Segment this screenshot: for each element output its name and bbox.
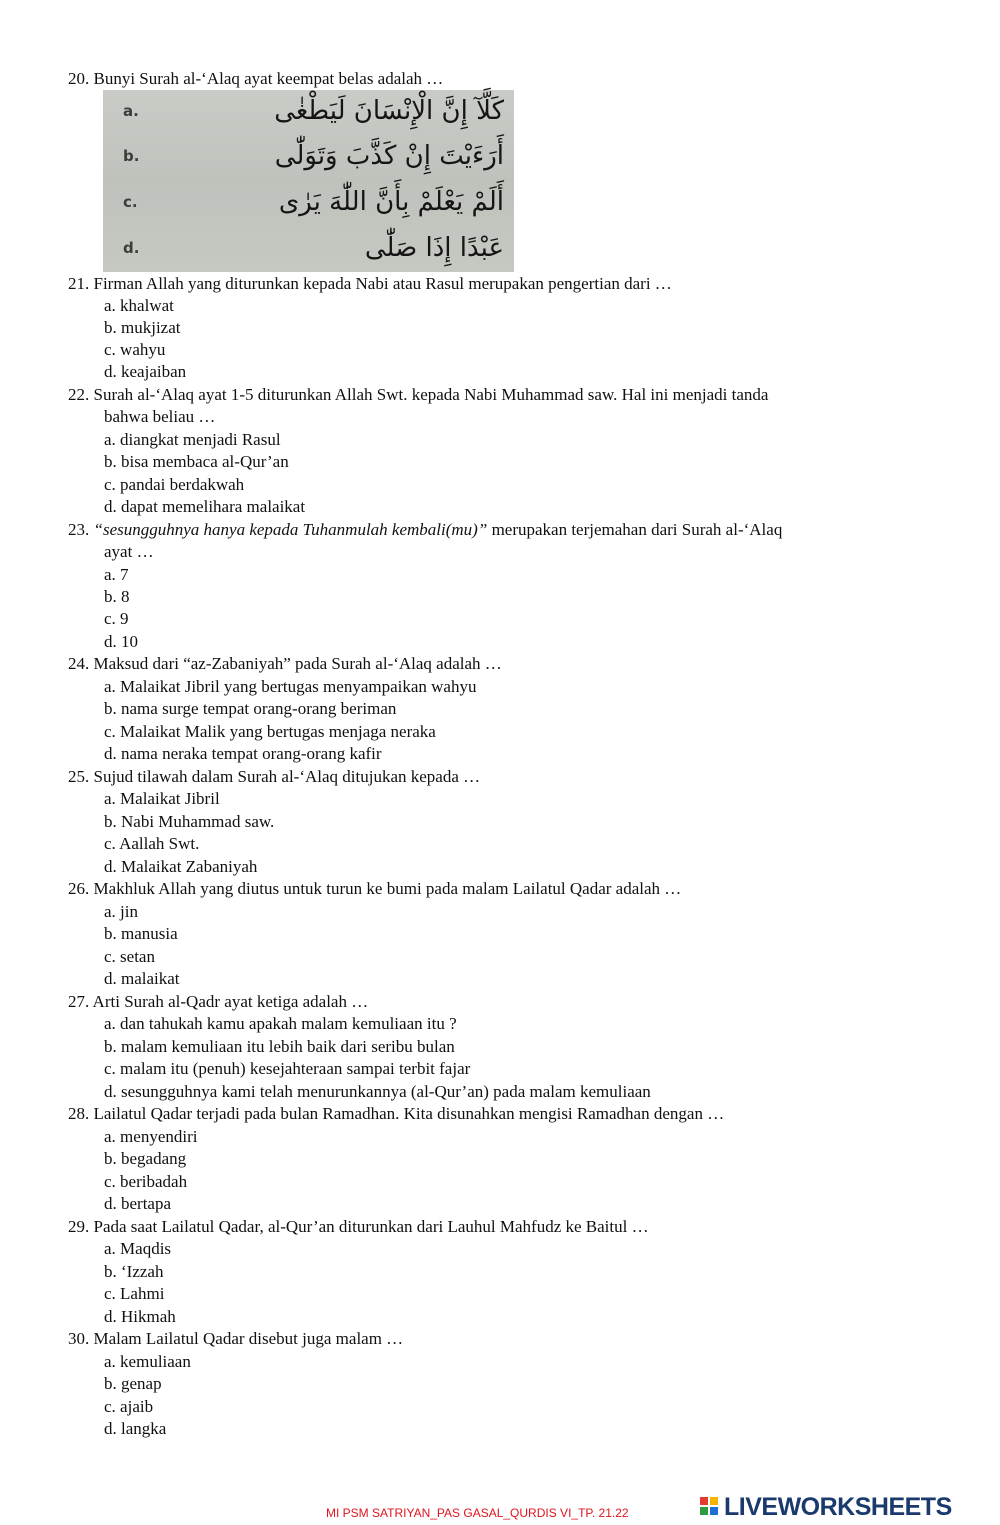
- question-22: [68, 384, 768, 406]
- option-22b[interactable]: b. bisa membaca al-Qur’an: [104, 452, 289, 471]
- arabic-option-c[interactable]: c. أَلَمْ يَعْلَمْ بِأَنَّ اللّٰهَ يَرٰى: [123, 187, 504, 217]
- question-text: Makhluk Allah yang diutus untuk turun ke bumi pada malam Lailatul Qadar adalah …: [93, 879, 682, 898]
- question-text: Lailatul Qadar terjadi pada bulan Ramadhan. Kita disunahkan mengisi Ramadhan dengan …: [93, 1104, 725, 1123]
- option-21d[interactable]: d. keajaiban: [104, 362, 187, 381]
- question-number: 27.: [68, 992, 90, 1011]
- question-26: [68, 878, 681, 900]
- arabic-option-d[interactable]: d. عَبْدًا إِذَا صَلّٰى: [123, 233, 504, 263]
- option-23a[interactable]: a. 7: [104, 565, 129, 584]
- question-text: Firman Allah yang diturunkan kepada Nabi atau Rasul merupakan pengertian dari …: [89, 274, 672, 293]
- liveworksheets-logo[interactable]: [700, 1494, 952, 1520]
- question-number: 28.: [68, 1104, 90, 1123]
- option-25c[interactable]: c. Aallah Swt.: [104, 834, 200, 853]
- question-20: [68, 68, 443, 90]
- footer-school-label: MI PSM SATRIYAN_PAS GASAL_QURDIS VI_TP. 21.22: [326, 1506, 629, 1520]
- option-24b[interactable]: b. nama surge tempat orang-orang beriman: [104, 699, 397, 718]
- liveworksheets-brand: LIVEWORKSHEETS: [724, 1492, 952, 1521]
- question-number: 23.: [68, 520, 90, 539]
- question-text: Surah al-‘Alaq ayat 1-5 diturunkan Allah Swt. kepada Nabi Muhammad saw. Hal ini menjadi tanda: [89, 385, 769, 404]
- option-27a[interactable]: a. dan tahukah kamu apakah malam kemuliaan itu ?: [104, 1014, 457, 1033]
- option-25d[interactable]: d. Malaikat Zabaniyah: [104, 857, 258, 876]
- option-28b[interactable]: b. begadang: [104, 1149, 187, 1168]
- option-30c[interactable]: c. ajaib: [104, 1397, 154, 1416]
- option-30b[interactable]: b. genap: [104, 1374, 162, 1393]
- option-24c[interactable]: c. Malaikat Malik yang bertugas menjaga neraka: [104, 722, 436, 741]
- question-number: 30.: [68, 1329, 90, 1348]
- question-number: 26.: [68, 879, 90, 898]
- option-27d[interactable]: d. sesungguhnya kami telah menurunkannya (al-Qur’an) pada malam kemuliaan: [104, 1082, 651, 1101]
- question-number: 24.: [68, 654, 90, 673]
- question-22-continued: bahwa beliau …: [104, 407, 216, 426]
- liveworksheets-logo-icon: [700, 1497, 720, 1517]
- question-text: Sujud tilawah dalam Surah al-‘Alaq ditujukan kepada …: [93, 767, 481, 786]
- option-28c[interactable]: c. beribadah: [104, 1172, 188, 1191]
- option-25a[interactable]: a. Malaikat Jibril: [104, 789, 220, 808]
- option-22c[interactable]: c. pandai berdakwah: [104, 475, 245, 494]
- question-28: [68, 1103, 724, 1125]
- option-26b[interactable]: b. manusia: [104, 924, 178, 943]
- option-29d[interactable]: d. Hikmah: [104, 1307, 176, 1326]
- option-24d[interactable]: d. nama neraka tempat orang-orang kafir: [104, 744, 382, 763]
- option-28d[interactable]: d. bertapa: [104, 1194, 172, 1213]
- question-21: [68, 273, 672, 295]
- option-21a[interactable]: a. khalwat: [104, 296, 174, 315]
- option-28a[interactable]: a. menyendiri: [104, 1127, 198, 1146]
- option-25b[interactable]: b. Nabi Muhammad saw.: [104, 812, 275, 831]
- arabic-option-a[interactable]: a. كَلَّآ إِنَّ الْإِنْسَانَ لَيَطْغٰى: [123, 96, 504, 126]
- option-22a[interactable]: a. diangkat menjadi Rasul: [104, 430, 281, 449]
- quoted-translation: “sesungguhnya hanya kepada Tuhanmulah kembali(mu)”: [93, 520, 488, 539]
- option-29c[interactable]: c. Lahmi: [104, 1284, 165, 1303]
- question-23-continued: ayat …: [104, 542, 154, 561]
- option-26c[interactable]: c. setan: [104, 947, 155, 966]
- option-21b[interactable]: b. mukjizat: [104, 318, 181, 337]
- question-text: Pada saat Lailatul Qadar, al-Qur’an diturunkan dari Lauhul Mahfudz ke Baitul …: [93, 1217, 649, 1236]
- option-22d[interactable]: d. dapat memelihara malaikat: [104, 497, 306, 516]
- question-number: 25.: [68, 767, 90, 786]
- option-23b[interactable]: b. 8: [104, 587, 130, 606]
- question-24: [68, 653, 502, 675]
- question-29: [68, 1216, 649, 1238]
- question-text: Malam Lailatul Qadar disebut juga malam …: [93, 1329, 404, 1348]
- question-number: 20.: [68, 69, 90, 88]
- option-27c[interactable]: c. malam itu (penuh) kesejahteraan sampai terbit fajar: [104, 1059, 471, 1078]
- question-text: merupakan terjemahan dari Surah al-‘Alaq: [487, 520, 783, 539]
- question-27: [68, 991, 368, 1013]
- option-29b[interactable]: b. ‘Izzah: [104, 1262, 164, 1281]
- option-23c[interactable]: c. 9: [104, 609, 129, 628]
- question-25: [68, 766, 480, 788]
- option-26a[interactable]: a. jin: [104, 902, 138, 921]
- option-23d[interactable]: d. 10: [104, 632, 138, 651]
- question-text: Arti Surah al-Qadr ayat ketiga adalah …: [89, 992, 369, 1011]
- option-24a[interactable]: a. Malaikat Jibril yang bertugas menyampaikan wahyu: [104, 677, 477, 696]
- option-26d[interactable]: d. malaikat: [104, 969, 180, 988]
- question-text: Maksud dari “az-Zabaniyah” pada Surah al-‘Alaq adalah …: [93, 654, 502, 673]
- question-number: 29.: [68, 1217, 90, 1236]
- question-number: 22.: [68, 385, 90, 404]
- option-21c[interactable]: c. wahyu: [104, 340, 166, 359]
- option-30a[interactable]: a. kemuliaan: [104, 1352, 191, 1371]
- option-29a[interactable]: a. Maqdis: [104, 1239, 172, 1258]
- question-23: [68, 519, 782, 541]
- question-number: 21.: [68, 274, 90, 293]
- option-30d[interactable]: d. langka: [104, 1419, 167, 1438]
- option-27b[interactable]: b. malam kemuliaan itu lebih baik dari seribu bulan: [104, 1037, 455, 1056]
- question-30: [68, 1328, 403, 1350]
- arabic-options-image: [103, 90, 514, 272]
- arabic-option-b[interactable]: b. أَرَءَيْتَ إِنْ كَذَّبَ وَتَوَلّٰى: [123, 141, 504, 171]
- question-text: Bunyi Surah al-‘Alaq ayat keempat belas adalah …: [93, 69, 444, 88]
